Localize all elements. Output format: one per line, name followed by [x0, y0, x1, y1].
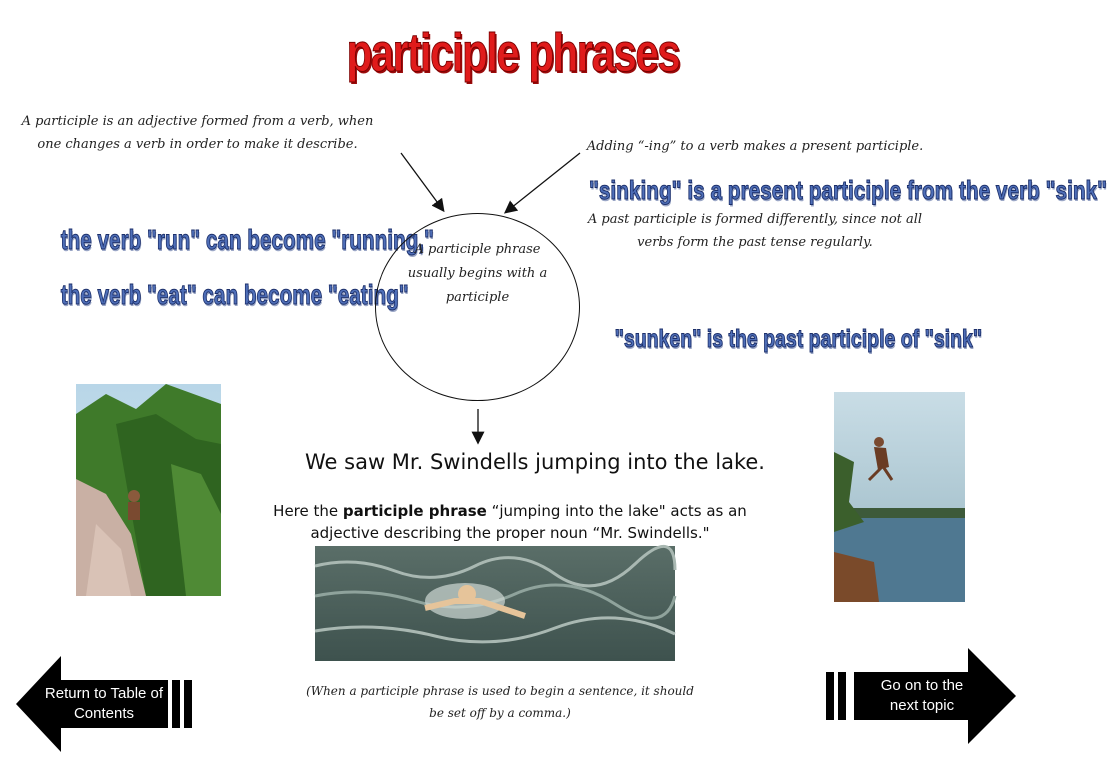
next-topic-label: Go on to the next topic [880, 677, 964, 714]
return-to-contents-button[interactable] [16, 656, 198, 752]
example-sentence: We saw Mr. Swindells jumping into the lake. [305, 450, 765, 474]
example-eat-eating: the verb "eat" can become "eating" [60, 279, 409, 310]
explanation-prefix: Here the [273, 502, 343, 520]
cliff-photo [76, 384, 221, 596]
explanation-bold-term: participle phrase [342, 502, 487, 520]
arrow-from-present-note [506, 153, 580, 212]
past-participle-note: A past participle is formed differently, since not all verbs form the past tense regularly. [587, 212, 923, 250]
next-topic-button[interactable] [826, 648, 1016, 744]
comma-footnote: (When a participle phrase is used to begin a sentence, it should be set off by a comma.) [306, 684, 694, 720]
swimmer-photo [315, 546, 675, 661]
present-participle-example: "sinking" is a present participle from the verb "sink" [589, 175, 1107, 205]
past-participle-example: "sunken" is the past participle of "sink" [614, 325, 983, 353]
lake-jump-photo [834, 392, 965, 602]
example-run-running: the verb "run" can become "running," [60, 224, 434, 255]
circle-text: A participle phrase usually begins with a participle [407, 242, 548, 305]
return-to-contents-label: Return to Table of Contents [44, 685, 164, 722]
page-title: participle phrases [346, 23, 680, 83]
arrow-from-definition [401, 153, 443, 210]
present-participle-note: Adding “-ing” to a verb makes a present participle. [586, 139, 924, 154]
participle-definition: A participle is an adjective formed from a verb, when one changes a verb in order to make it describe. [21, 114, 374, 152]
explanation-suffix: “jumping into the lake" acts as an adjective describing the proper noun “Mr. Swindells." [310, 502, 747, 542]
explanation-text [240, 500, 780, 544]
